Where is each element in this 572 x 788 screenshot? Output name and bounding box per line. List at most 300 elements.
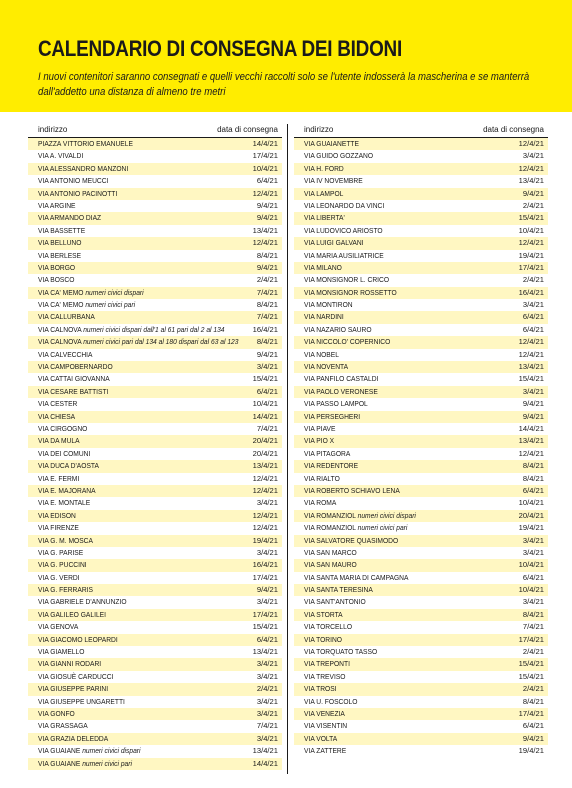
delivery-date: 9/4/21 xyxy=(256,213,278,223)
street-name xyxy=(304,497,336,509)
table-row xyxy=(294,237,548,249)
delivery-date: 3/4/21 xyxy=(256,547,278,557)
table-row xyxy=(28,188,282,200)
table-row xyxy=(294,671,548,683)
table-row xyxy=(294,535,548,547)
delivery-date: 19/4/21 xyxy=(518,523,544,533)
delivery-date: 8/4/21 xyxy=(522,473,544,483)
street-label: VIA SANTA MARIA DI CAMPAGNA xyxy=(304,572,409,582)
street-name xyxy=(38,535,93,547)
delivery-date: 3/4/21 xyxy=(256,362,278,372)
street-name xyxy=(304,435,334,447)
delivery-date: 2/4/21 xyxy=(522,200,544,210)
delivery-date: 17/4/21 xyxy=(252,609,278,619)
table-row xyxy=(294,522,548,534)
table-row xyxy=(28,621,282,633)
table-row xyxy=(294,262,548,274)
table-row xyxy=(28,250,282,262)
street-name xyxy=(38,621,78,633)
street-name xyxy=(304,460,358,472)
delivery-date: 3/4/21 xyxy=(256,659,278,669)
street-label: VIA A. VIVALDI xyxy=(38,151,84,161)
street-name xyxy=(304,336,390,348)
delivery-date: 17/4/21 xyxy=(518,708,544,718)
delivery-date: 17/4/21 xyxy=(518,262,544,272)
street-name xyxy=(38,163,128,175)
street-name xyxy=(38,175,108,187)
delivery-date: 9/4/21 xyxy=(256,585,278,595)
street-name xyxy=(38,671,113,683)
street-label: VIA GIUSEPPE PARINI xyxy=(38,684,109,694)
street-label: VIA ROMANZIOL xyxy=(304,523,356,533)
street-name xyxy=(304,274,389,286)
street-label: VIA GRAZIA DELEDDA xyxy=(38,733,109,743)
table-row xyxy=(294,299,548,311)
street-name xyxy=(38,696,125,708)
delivery-date: 15/4/21 xyxy=(252,374,278,384)
street-label: VIA IV NOVEMBRE xyxy=(304,176,363,186)
table-row xyxy=(28,522,282,534)
right-rows xyxy=(294,138,548,758)
street-label: VIA BERLESE xyxy=(38,250,82,260)
street-name xyxy=(304,510,416,522)
delivery-date: 19/4/21 xyxy=(252,535,278,545)
street-name xyxy=(38,398,77,410)
street-label: VIA LIBERTA' xyxy=(304,213,345,223)
street-label: VIA PIO X xyxy=(304,436,335,446)
table-row xyxy=(28,547,282,559)
table-row xyxy=(294,448,548,460)
table-row xyxy=(294,311,548,323)
delivery-date: 6/4/21 xyxy=(256,634,278,644)
delivery-date: 12/4/21 xyxy=(518,139,544,148)
street-label: VIA ROMANZIOL xyxy=(304,510,356,520)
table-row xyxy=(294,460,548,472)
street-label: VIA ANTONIO MEUCCI xyxy=(38,176,109,186)
street-name xyxy=(304,671,345,683)
table-row xyxy=(28,745,282,757)
table-row xyxy=(294,609,548,621)
table-row xyxy=(294,596,548,608)
table-row xyxy=(294,336,548,348)
street-name xyxy=(38,547,83,559)
delivery-date: 16/4/21 xyxy=(518,287,544,297)
street-label: VIA SALVATORE QUASIMODO xyxy=(304,535,399,545)
delivery-date: 7/4/21 xyxy=(522,622,544,632)
table-row xyxy=(28,559,282,571)
street-label: VIA LUDOVICO ARIOSTO xyxy=(304,225,383,235)
street-name xyxy=(38,497,90,509)
street-label: VIA NICCOLO' COPERNICO xyxy=(304,337,391,347)
house-number-note: numeri civici pari dal 134 al 180 dispari dal 63 al 123 xyxy=(83,337,239,347)
table-row xyxy=(294,435,548,447)
street-label: VIA TREVISO xyxy=(304,671,346,681)
delivery-date: 12/4/21 xyxy=(252,485,278,495)
delivery-date: 8/4/21 xyxy=(522,609,544,619)
street-label: VIA STORTA xyxy=(304,609,343,619)
street-label: VIA G. PUCCINI xyxy=(38,560,87,570)
delivery-date: 9/4/21 xyxy=(256,200,278,210)
street-name xyxy=(304,584,373,596)
street-label: VIA DUCA D'AOSTA xyxy=(38,461,99,471)
delivery-date: 13/4/21 xyxy=(518,362,544,372)
delivery-date: 10/4/21 xyxy=(518,585,544,595)
street-name xyxy=(38,683,108,695)
page-subtitle: I nuovi contenitori saranno consegnati e quelli vecchi raccolti solo se l'utente indosserà la mascherina e se manterrà dall'addetto una distanza di almeno tre metri xyxy=(38,71,530,98)
table-row xyxy=(28,485,282,497)
delivery-date: 12/4/21 xyxy=(518,349,544,359)
table-row xyxy=(28,448,282,460)
street-label: VIA EDISON xyxy=(38,510,76,520)
table-row xyxy=(294,225,548,237)
street-label: VIA CA' MEMO xyxy=(38,300,84,310)
street-label: VIA ZATTERE xyxy=(304,746,347,756)
delivery-date: 3/4/21 xyxy=(256,671,278,681)
delivery-date: 12/4/21 xyxy=(252,238,278,248)
delivery-date: 13/4/21 xyxy=(518,436,544,446)
delivery-date: 10/4/21 xyxy=(518,560,544,570)
delivery-date: 20/4/21 xyxy=(252,448,278,458)
delivery-date: 9/4/21 xyxy=(522,411,544,421)
street-name xyxy=(304,559,357,571)
delivery-date: 10/4/21 xyxy=(252,399,278,409)
table-row xyxy=(28,609,282,621)
street-label: VIA CALNOVA xyxy=(38,337,82,347)
street-label: VIA CHIESA xyxy=(38,411,76,421)
street-label: VIA VENEZIA xyxy=(304,708,345,718)
house-number-note: numeri civici dispari xyxy=(82,746,141,756)
delivery-date: 7/4/21 xyxy=(256,287,278,297)
table-row xyxy=(28,175,282,187)
street-name xyxy=(304,683,337,695)
street-label: VIA ROBERTO SCHIAVO LENA xyxy=(304,485,400,495)
street-name xyxy=(304,634,342,646)
street-name xyxy=(38,386,108,398)
street-label: VIA GABRIELE D'ANNUNZIO xyxy=(38,597,127,607)
street-label: VIA CESTER xyxy=(38,399,78,409)
delivery-date: 13/4/21 xyxy=(518,176,544,186)
street-label: VIA CA' MEMO xyxy=(38,287,84,297)
street-name xyxy=(304,646,377,658)
table-row xyxy=(28,349,282,361)
table-row xyxy=(28,720,282,732)
delivery-date: 3/4/21 xyxy=(522,300,544,310)
street-name xyxy=(38,200,76,212)
table-row xyxy=(28,324,282,336)
street-name xyxy=(38,225,85,237)
table-row xyxy=(28,311,282,323)
house-number-note: numeri civici dispari xyxy=(85,287,144,297)
street-label: VIA TREPONTI xyxy=(304,659,350,669)
street-label: VIA GONFO xyxy=(38,708,75,718)
street-label: VIA G. PARISE xyxy=(38,547,84,557)
street-name xyxy=(304,200,384,212)
street-label: VIA GRASSAGA xyxy=(38,721,88,731)
street-label: VIA GUAIANE xyxy=(38,758,81,768)
street-name xyxy=(38,287,144,299)
street-name xyxy=(304,250,384,262)
table-row xyxy=(294,559,548,571)
street-label: VIA GENOVA xyxy=(38,622,79,632)
address-column-header: indirizzo xyxy=(38,125,68,134)
street-name xyxy=(304,398,368,410)
street-name xyxy=(38,758,132,770)
street-name xyxy=(38,262,75,274)
delivery-date: 9/4/21 xyxy=(522,733,544,743)
street-label: VIA CALLURBANA xyxy=(38,312,95,322)
street-name xyxy=(38,596,127,608)
delivery-date: 15/4/21 xyxy=(518,213,544,223)
street-name xyxy=(304,448,350,460)
street-name xyxy=(304,150,373,162)
street-name xyxy=(304,547,357,559)
table-row xyxy=(294,720,548,732)
delivery-date: 3/4/21 xyxy=(256,708,278,718)
street-label: VIA ARMANDO DIAZ xyxy=(38,213,102,223)
right-column-header xyxy=(294,124,548,138)
street-label: VIA GIOSUÈ CARDUCCI xyxy=(38,671,114,681)
street-name xyxy=(38,373,110,385)
table-row xyxy=(294,497,548,509)
table-row xyxy=(28,200,282,212)
street-name xyxy=(304,237,364,249)
table-row xyxy=(28,299,282,311)
street-name xyxy=(38,460,99,472)
street-name xyxy=(38,212,101,224)
street-name xyxy=(304,596,366,608)
table-row xyxy=(294,212,548,224)
delivery-date: 2/4/21 xyxy=(522,684,544,694)
delivery-date: 7/4/21 xyxy=(256,312,278,322)
table-row xyxy=(28,460,282,472)
street-name xyxy=(38,448,90,460)
street-label: VIA CIRGOGNO xyxy=(38,423,88,433)
street-name xyxy=(38,324,225,336)
street-name xyxy=(304,311,344,323)
delivery-date: 12/4/21 xyxy=(518,163,544,173)
street-label: VIA G. VERDI xyxy=(38,572,80,582)
table-row xyxy=(294,584,548,596)
street-label: VIA RIALTO xyxy=(304,473,340,483)
delivery-date: 20/4/21 xyxy=(518,510,544,520)
table-row xyxy=(28,225,282,237)
street-name xyxy=(38,584,93,596)
delivery-date: 8/4/21 xyxy=(256,300,278,310)
street-label: VIA GUAIANETTE xyxy=(304,139,359,148)
street-name xyxy=(38,720,88,732)
street-label: VIA E. FERMI xyxy=(38,473,80,483)
delivery-date: 9/4/21 xyxy=(256,349,278,359)
delivery-date: 9/4/21 xyxy=(256,262,278,272)
street-name xyxy=(38,708,75,720)
street-name xyxy=(38,745,141,757)
street-label: VIA SAN MARCO xyxy=(304,547,357,557)
right-column xyxy=(294,124,548,758)
delivery-date: 20/4/21 xyxy=(252,436,278,446)
street-label: VIA ARGINE xyxy=(38,200,76,210)
street-label: VIA BELLUNO xyxy=(38,238,82,248)
street-label: VIA LUIGI GALVANI xyxy=(304,238,364,248)
table-row xyxy=(28,361,282,373)
delivery-date: 14/4/21 xyxy=(252,139,278,148)
table-row xyxy=(28,287,282,299)
delivery-date: 14/4/21 xyxy=(518,423,544,433)
street-name xyxy=(38,411,75,423)
table-row xyxy=(294,175,548,187)
table-row xyxy=(28,386,282,398)
delivery-date: 13/4/21 xyxy=(252,746,278,756)
delivery-date: 3/4/21 xyxy=(256,696,278,706)
house-number-note: numeri civici dispari dall'1 al 61 pari dal 2 al 134 xyxy=(83,324,225,334)
street-label: VIA CALNOVA xyxy=(38,324,82,334)
table-row xyxy=(294,398,548,410)
street-label: VIA SANTA TERESINA xyxy=(304,585,373,595)
street-name xyxy=(304,696,357,708)
house-number-note: numeri civici dispari xyxy=(357,510,416,520)
delivery-date: 16/4/21 xyxy=(252,324,278,334)
street-label: VIA CAMPOBERNARDO xyxy=(38,362,113,372)
table-row xyxy=(28,696,282,708)
street-name xyxy=(304,163,344,175)
street-name xyxy=(304,188,343,200)
delivery-date: 9/4/21 xyxy=(522,399,544,409)
delivery-date: 6/4/21 xyxy=(256,386,278,396)
street-label: VIA MILANO xyxy=(304,262,342,272)
table-row xyxy=(28,274,282,286)
delivery-date: 2/4/21 xyxy=(256,684,278,694)
table-row xyxy=(28,510,282,522)
street-label: VIA MONSIGNOR ROSSETTO xyxy=(304,287,397,297)
table-row xyxy=(294,510,548,522)
street-name xyxy=(38,311,95,323)
street-name xyxy=(38,572,80,584)
street-label: VIA DEI COMUNI xyxy=(38,448,91,458)
street-label: VIA NARDINI xyxy=(304,312,344,322)
street-name xyxy=(38,138,133,150)
street-name xyxy=(38,733,108,745)
column-divider xyxy=(287,124,288,774)
table-row xyxy=(294,485,548,497)
street-name xyxy=(304,733,337,745)
street-label: VIA GUIDO GOZZANO xyxy=(304,151,374,161)
table-row xyxy=(294,200,548,212)
street-name xyxy=(304,621,352,633)
delivery-date: 8/4/21 xyxy=(256,250,278,260)
table-row xyxy=(294,188,548,200)
street-name xyxy=(304,411,360,423)
address-column-header: indirizzo xyxy=(304,125,334,134)
street-label: VIA GIANNI RODARI xyxy=(38,659,102,669)
street-name xyxy=(38,510,76,522)
street-label: VIA H. FORD xyxy=(304,163,344,173)
street-name xyxy=(304,349,339,361)
street-name xyxy=(304,572,408,584)
street-label: VIA MONSIGNOR L. CRICO xyxy=(304,275,390,285)
street-label: PIAZZA VITTORIO EMANUELE xyxy=(38,139,133,148)
delivery-date: 10/4/21 xyxy=(518,225,544,235)
left-column xyxy=(28,124,282,770)
delivery-date: 15/4/21 xyxy=(518,374,544,384)
table-row xyxy=(28,398,282,410)
street-name xyxy=(304,175,363,187)
delivery-date: 2/4/21 xyxy=(522,275,544,285)
table-row xyxy=(294,349,548,361)
delivery-date: 12/4/21 xyxy=(252,188,278,198)
street-name xyxy=(304,212,345,224)
street-label: VIA PITAGORA xyxy=(304,448,351,458)
left-rows xyxy=(28,138,282,770)
delivery-date: 17/4/21 xyxy=(518,634,544,644)
street-name xyxy=(304,386,378,398)
table-row xyxy=(28,758,282,770)
street-name xyxy=(38,336,239,348)
street-name xyxy=(304,138,359,150)
table-row xyxy=(28,646,282,658)
table-row xyxy=(294,473,548,485)
street-label: VIA TORQUATO TASSO xyxy=(304,647,378,657)
table-row xyxy=(28,336,282,348)
street-label: VIA GIACOMO LEOPARDI xyxy=(38,634,118,644)
table-row xyxy=(294,163,548,175)
table-row xyxy=(294,696,548,708)
delivery-date: 3/4/21 xyxy=(522,151,544,161)
delivery-date: 8/4/21 xyxy=(522,696,544,706)
street-label: VIA CALVECCHIA xyxy=(38,349,93,359)
street-name xyxy=(304,423,335,435)
delivery-date: 19/4/21 xyxy=(518,250,544,260)
table-row xyxy=(28,150,282,162)
table-row xyxy=(28,683,282,695)
street-label: VIA NAZARIO SAURO xyxy=(304,324,372,334)
street-label: VIA E. MAJORANA xyxy=(38,485,96,495)
street-label: VIA ROMA xyxy=(304,498,337,508)
date-column-header: data di consegna xyxy=(483,125,544,134)
table-row xyxy=(28,572,282,584)
table-row xyxy=(294,572,548,584)
table-row xyxy=(294,150,548,162)
street-name xyxy=(304,535,398,547)
street-name xyxy=(304,609,343,621)
table-row xyxy=(28,163,282,175)
delivery-date: 6/4/21 xyxy=(522,324,544,334)
street-label: VIA GUAIANE xyxy=(38,746,81,756)
delivery-date: 3/4/21 xyxy=(256,498,278,508)
delivery-date: 10/4/21 xyxy=(518,498,544,508)
table-row xyxy=(294,733,548,745)
street-label: VIA TROSI xyxy=(304,684,337,694)
delivery-date: 2/4/21 xyxy=(256,275,278,285)
delivery-date: 6/4/21 xyxy=(522,572,544,582)
street-name xyxy=(304,745,346,757)
street-label: VIA LEONARDO DA VINCI xyxy=(304,200,385,210)
street-name xyxy=(38,349,92,361)
delivery-date: 3/4/21 xyxy=(522,547,544,557)
delivery-date: 12/4/21 xyxy=(518,337,544,347)
table-row xyxy=(28,497,282,509)
street-name xyxy=(304,485,400,497)
street-label: VIA CATTAI GIOVANNA xyxy=(38,374,110,384)
street-label: VIA U. FOSCOLO xyxy=(304,696,358,706)
delivery-date: 10/4/21 xyxy=(252,163,278,173)
street-label: VIA PANFILO CASTALDI xyxy=(304,374,379,384)
street-label: VIA PASSO LAMPOL xyxy=(304,399,368,409)
delivery-date: 6/4/21 xyxy=(256,176,278,186)
street-name xyxy=(304,522,407,534)
table-row xyxy=(28,535,282,547)
table-row xyxy=(294,634,548,646)
street-label: VIA E. MONTALE xyxy=(38,498,91,508)
street-label: VIA SAN MAURO xyxy=(304,560,357,570)
